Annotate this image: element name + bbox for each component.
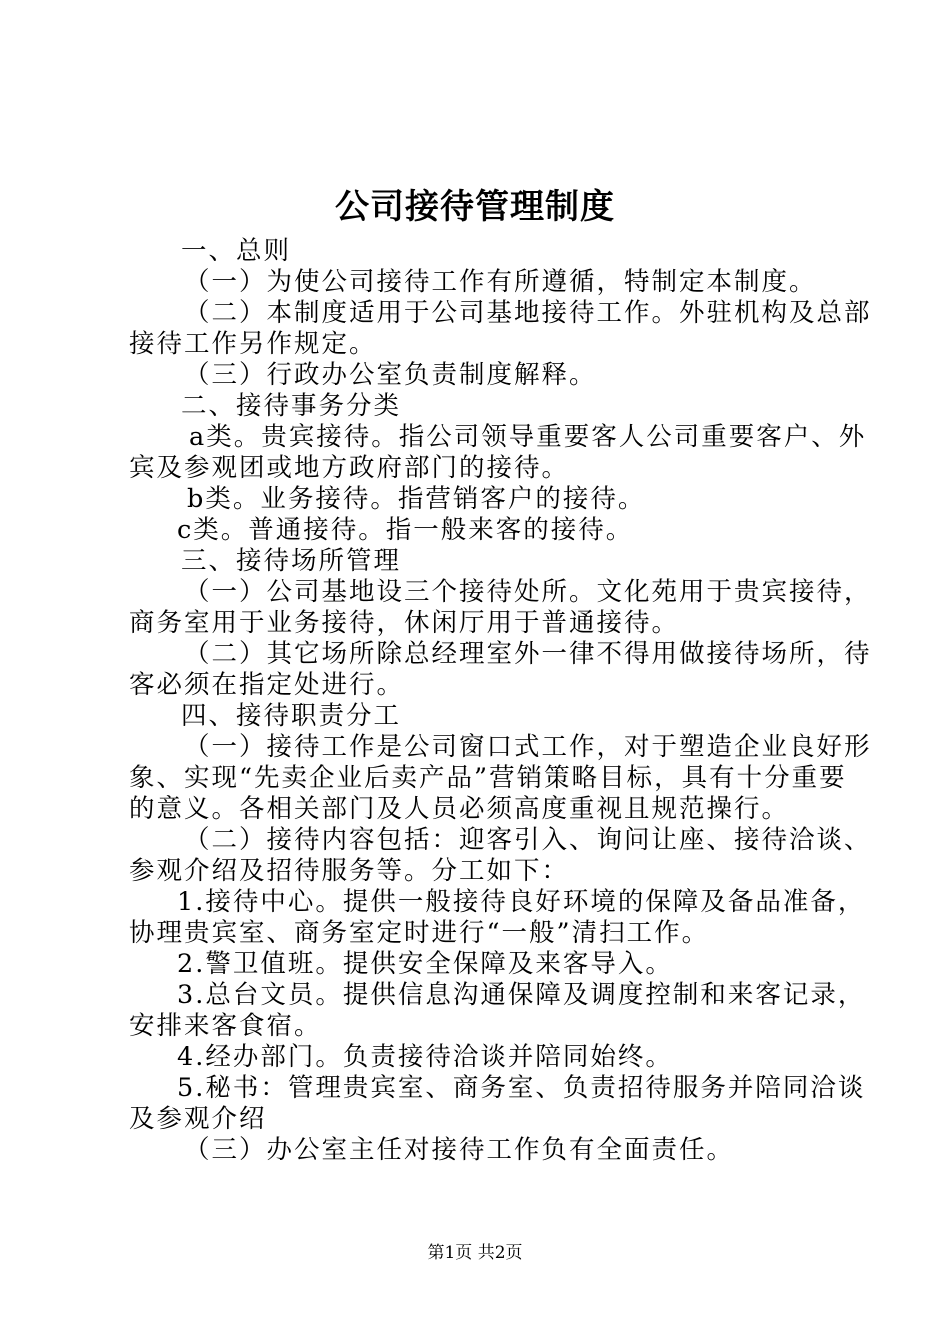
paragraph-line: a类。贵宾接待。指公司领导重要客人公司重要客户、外 <box>189 422 867 452</box>
paragraph-line: 3.总台文员。提供信息沟通保障及调度控制和来客记录， <box>177 980 866 1010</box>
paragraph-line: 商务室用于业务接待，休闲厅用于普通接待。 <box>129 608 680 638</box>
section-heading: 三、接待场所管理 <box>181 546 402 576</box>
paragraph-line: 及参观介绍 <box>129 1104 267 1134</box>
paragraph-line: 协理贵宾室、商务室定时进行“一般”清扫工作。 <box>129 918 710 948</box>
paragraph-line: 1.接待中心。提供一般接待良好环境的保障及备品准备， <box>177 887 866 917</box>
paragraph-line: 客必须在指定处进行。 <box>129 670 405 700</box>
document-title: 公司接待管理制度 <box>335 187 615 227</box>
paragraph-line: （一）公司基地设三个接待处所。文化苑用于贵宾接待， <box>184 577 872 607</box>
paragraph-line: 5.秘书：管理贵宾室、商务室、负责招待服务并陪同洽谈 <box>177 1073 866 1103</box>
section-heading: 一、总则 <box>181 236 292 266</box>
paragraph-line: 参观介绍及招待服务等。分工如下： <box>129 856 570 886</box>
paragraph-line: 象、实现“先卖企业后卖产品”营销策略目标，具有十分重要 <box>129 763 847 793</box>
section-heading: 四、接待职责分工 <box>181 701 402 731</box>
paragraph-line: 4.经办部门。负责接待洽谈并陪同始终。 <box>177 1042 673 1072</box>
paragraph-line: 宾及参观团或地方政府部门的接待。 <box>129 453 570 483</box>
paragraph-line: b类。业务接待。指营销客户的接待。 <box>187 484 646 514</box>
paragraph-line: （三）办公室主任对接待工作负有全面责任。 <box>184 1135 735 1165</box>
paragraph-line: （二）其它场所除总经理室外一律不得用做接待场所，待 <box>184 639 872 669</box>
paragraph-line: （三）行政办公室负责制度解释。 <box>184 360 597 390</box>
paragraph-line: 接待工作另作规定。 <box>129 329 377 359</box>
paragraph-line: 的意义。各相关部门及人员必须高度重视且规范操行。 <box>129 794 790 824</box>
paragraph-line: 2.警卫值班。提供安全保障及来客导入。 <box>177 949 673 979</box>
page-footer: 第1页 共2页 <box>427 1243 523 1263</box>
paragraph-line: （一）接待工作是公司窗口式工作，对于塑造企业良好形 <box>184 732 872 762</box>
paragraph-line: c类。普通接待。指一般来客的接待。 <box>177 515 634 545</box>
paragraph-line: （二）接待内容包括：迎客引入、询问让座、接待洽谈、 <box>184 825 872 855</box>
paragraph-line: （一）为使公司接待工作有所遵循，特制定本制度。 <box>184 267 817 297</box>
document-body <box>129 236 872 1166</box>
paragraph-line: （二）本制度适用于公司基地接待工作。外驻机构及总部 <box>184 298 872 328</box>
section-heading: 二、接待事务分类 <box>181 391 402 421</box>
paragraph-line: 安排来客食宿。 <box>129 1011 322 1041</box>
